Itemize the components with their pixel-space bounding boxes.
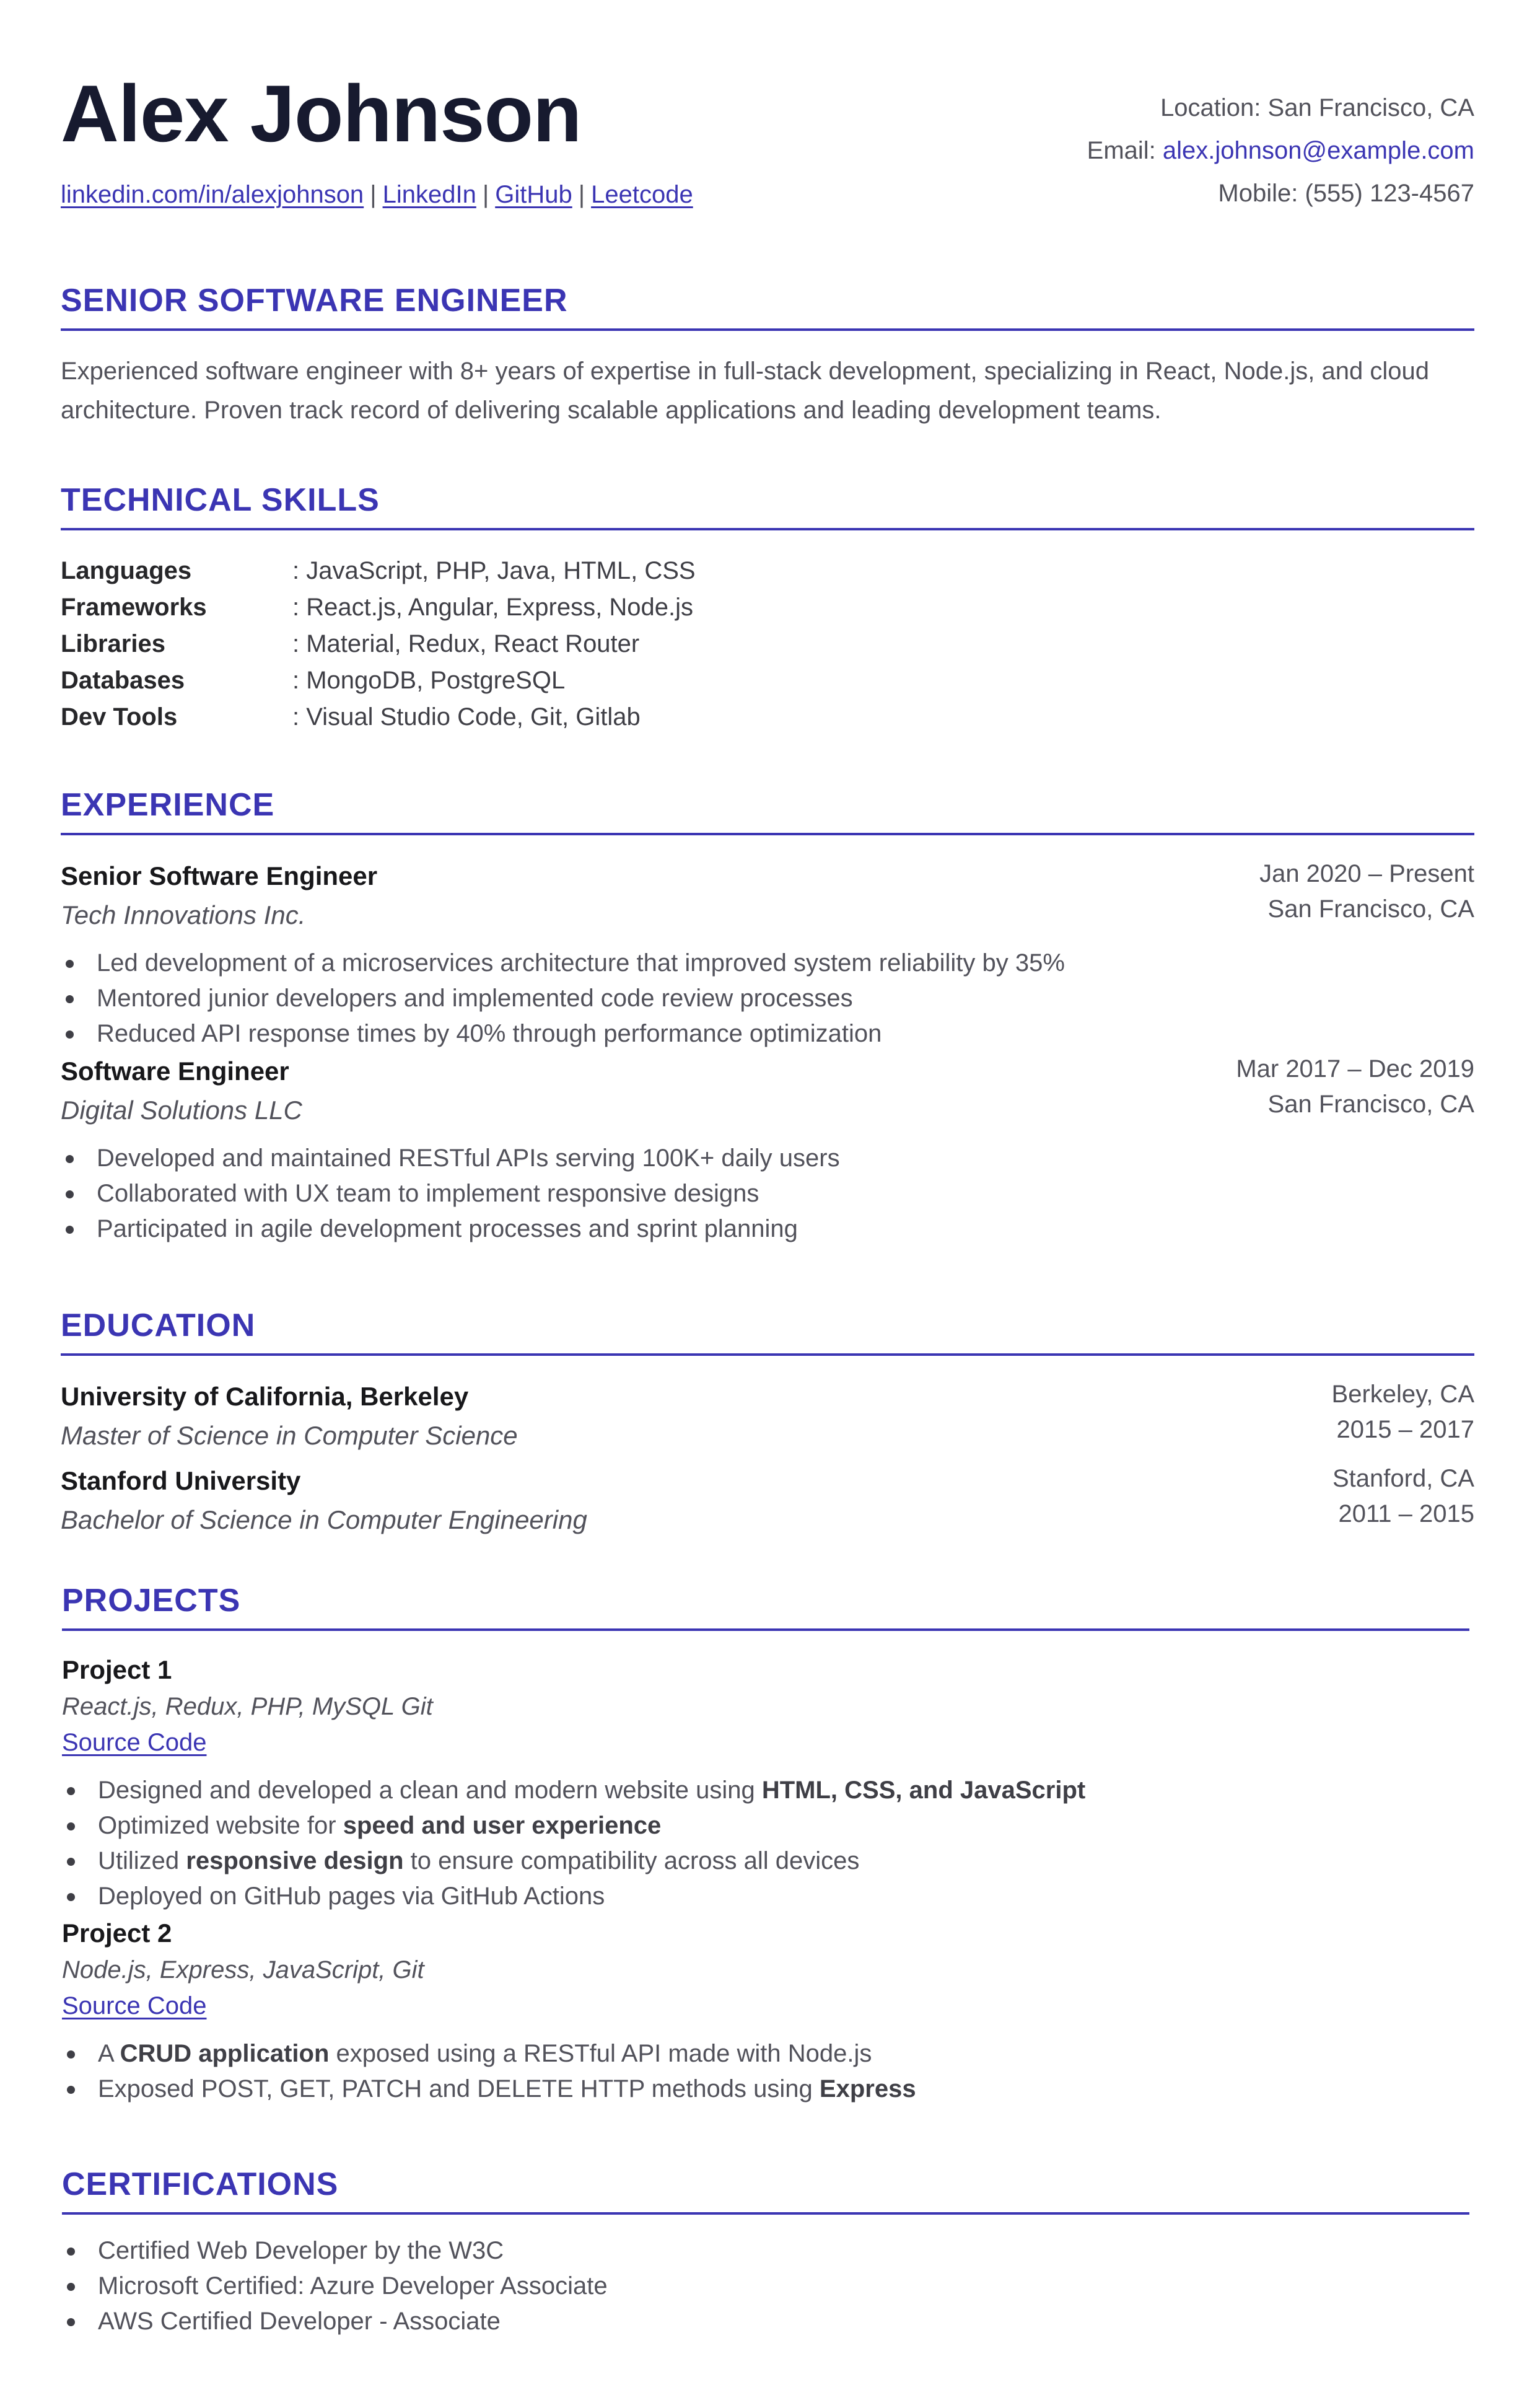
skill-category: Databases [61,667,185,695]
list-item [62,1879,1469,1914]
project-entry [62,1651,1469,1914]
skill-category: Languages [61,557,192,585]
list-item [62,1773,1469,1808]
skill-value: : JavaScript, PHP, Java, HTML, CSS [292,557,696,585]
list-item: AWS Certified Developer - Associate [62,2304,1469,2339]
bullet-text: Designed and developed a clean and modern website using [98,1777,762,1804]
project-source-link-wrap [62,1725,1469,1760]
job-header [61,856,1474,934]
github-link[interactable]: GitHub [495,181,572,208]
leetcode-link[interactable]: Leetcode [591,181,693,208]
list-item: Collaborated with UX team to implement responsive designs [61,1176,1474,1211]
school-block [61,1377,518,1455]
bullet-text: Deployed on GitHub pages via GitHub Actions [98,1883,605,1910]
bullet-bold-text: responsive design [186,1847,404,1875]
school-entry [61,1461,1474,1539]
job-company: Tech Innovations Inc. [61,900,306,930]
section-divider [61,528,1474,530]
section-divider [61,1353,1474,1356]
school-degree: Bachelor of Science in Computer Engineering [61,1505,587,1535]
location-value: San Francisco, CA [1267,94,1474,121]
school-location: Berkeley, CA [1331,1381,1474,1408]
list-item: Certified Web Developer by the W3C [62,2233,1469,2269]
candidate-name: Alex Johnson [61,68,582,159]
bullet-text: Optimized website for [98,1812,343,1840]
list-item: Reduced API response times by 40% through performance optimization [61,1016,1474,1052]
job-dates: Jan 2020 – Present [1259,860,1474,888]
skills-section [61,481,1474,736]
education-section [61,1306,1474,1539]
skill-category: Frameworks [61,594,207,622]
list-item: Led development of a microservices architecture that improved system reliability by 35% [61,946,1474,981]
project-entry [62,1914,1469,2107]
school-meta [1332,1461,1474,1539]
list-item: Mentored junior developers and implemented code review processes [61,981,1474,1016]
list-item [62,1808,1469,1843]
section-divider [62,2212,1469,2215]
list-item [62,1843,1469,1879]
job-dates: Mar 2017 – Dec 2019 [1236,1055,1474,1083]
project-source-link-wrap [62,1988,1469,2024]
summary-text: Experienced software engineer with 8+ years of expertise in full-stack development, specializing in React, Node.js, and cloud architecture. Proven track record of delivering scalable applications and leading development teams. [61,358,1429,424]
skill-category: Dev Tools [61,703,178,731]
linkedin-url-link[interactable]: linkedin.com/in/alexjohnson [61,181,364,208]
bullet-bold-text: CRUD application [120,2040,330,2068]
bullet-bold-text: speed and user experience [343,1812,662,1840]
project-name: Project 2 [62,1918,172,1948]
skill-row [61,589,1474,626]
link-separator: | [370,181,377,208]
contact-info [1087,87,1474,215]
source-code-link[interactable]: Source Code [62,1992,207,2020]
list-item: Developed and maintained RESTful APIs serving 100K+ daily users [61,1141,1474,1176]
mobile-label: Mobile: [1218,180,1298,207]
job-entry [61,1052,1474,1247]
skills-title: TECHNICAL SKILLS [61,482,380,518]
school-dates: 2015 – 2017 [1336,1416,1474,1444]
summary-title: SENIOR SOFTWARE ENGINEER [61,283,568,319]
job-title-block [61,856,377,934]
job-meta [1259,856,1474,934]
school-dates: 2011 – 2015 [1338,1500,1474,1528]
list-item: Participated in agile development processes and sprint planning [61,1211,1474,1247]
school-block [61,1461,587,1539]
school-meta [1332,1377,1474,1455]
section-divider [61,328,1474,331]
list-item [62,2036,1469,2072]
job-title-block [61,1052,302,1130]
skill-value: : Material, Redux, React Router [292,630,640,658]
project-tech: React.js, Redux, PHP, MySQL Git [62,1693,433,1721]
list-item [62,2072,1469,2107]
skill-row [61,553,1474,589]
school-name: University of California, Berkeley [61,1382,469,1412]
profile-links [61,180,693,209]
resume-page [61,0,1474,2335]
projects-title: PROJECTS [62,1583,241,1619]
project-name: Project 1 [62,1655,172,1685]
email-line [1087,130,1474,172]
location-line [1087,87,1474,130]
link-separator: | [578,181,585,208]
project-bullets [62,1773,1469,1914]
skill-row [61,699,1474,736]
bullet-text: to ensure compatibility across all devices [403,1847,860,1875]
section-divider [62,1628,1469,1631]
job-role: Senior Software Engineer [61,861,378,891]
job-bullets [61,946,1474,1052]
mobile-value: (555) 123-4567 [1305,180,1474,207]
school-name: Stanford University [61,1466,301,1496]
mobile-line [1087,172,1474,215]
job-location: San Francisco, CA [1267,895,1474,923]
skill-row [61,626,1474,662]
school-degree: Master of Science in Computer Science [61,1421,518,1451]
resume-header [61,0,1474,248]
job-company: Digital Solutions LLC [61,1096,302,1125]
school-entry [61,1377,1474,1455]
job-bullets [61,1141,1474,1247]
source-code-link[interactable]: Source Code [62,1729,207,1757]
skill-value: : React.js, Angular, Express, Node.js [292,594,693,622]
projects-section [62,1581,1469,2107]
email-label: Email: [1087,137,1156,164]
link-separator: | [482,181,489,208]
certification-list [62,2233,1469,2339]
project-tech: Node.js, Express, JavaScript, Git [62,1956,424,1984]
linkedin-link[interactable]: LinkedIn [382,181,476,208]
job-location: San Francisco, CA [1267,1091,1474,1118]
skill-category: Libraries [61,630,165,658]
job-entry [61,856,1474,1052]
skill-row [61,662,1474,699]
certifications-section [62,2165,1469,2339]
skill-value: : MongoDB, PostgreSQL [292,667,566,695]
certifications-title: CERTIFICATIONS [62,2166,339,2202]
list-item: Microsoft Certified: Azure Developer Associate [62,2269,1469,2304]
experience-section [61,786,1474,1247]
skill-value: : Visual Studio Code, Git, Gitlab [292,703,641,731]
bullet-bold-text: HTML, CSS, and JavaScript [761,1777,1086,1804]
bullet-text: A [98,2040,120,2068]
location-label: Location: [1160,94,1261,121]
job-header [61,1052,1474,1130]
section-divider [61,833,1474,835]
bullet-text: exposed using a RESTful API made with Node.js [329,2040,872,2068]
project-bullets [62,2036,1469,2107]
skills-list [61,553,1474,736]
bullet-bold-text: Express [819,2075,916,2103]
job-meta [1236,1052,1474,1130]
bullet-text: Utilized [98,1847,186,1875]
summary-section [61,281,1474,430]
school-location: Stanford, CA [1332,1465,1474,1493]
education-title: EDUCATION [61,1307,256,1343]
bullet-text: Exposed POST, GET, PATCH and DELETE HTTP methods using [98,2075,820,2103]
job-role: Software Engineer [61,1057,289,1086]
experience-title: EXPERIENCE [61,787,275,823]
email-link[interactable]: alex.johnson@example.com [1162,137,1474,164]
